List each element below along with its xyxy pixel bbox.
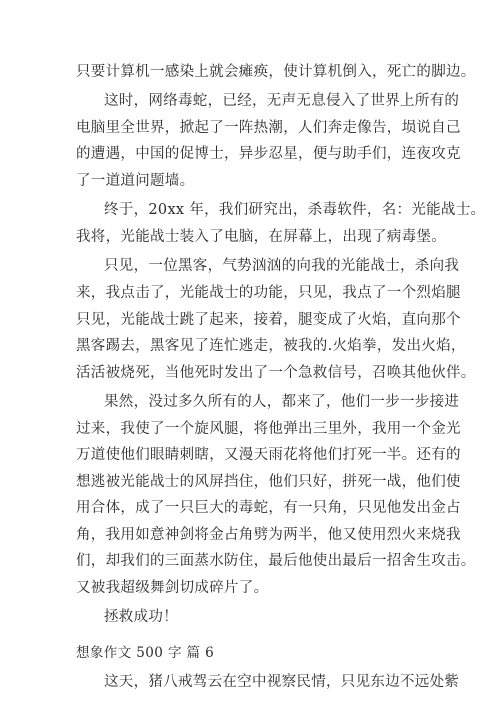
- paragraph-4-line-2: 来，我点击了，光能战士的功能，只见，我点了一个烈焰腿: [76, 285, 461, 301]
- paragraph-5-line-1: 果然，没过多久所有的人，都来了，他们一步一步接进: [104, 394, 460, 410]
- paragraph-4-line-5: 活活被烧死，当他死时发出了一个急救信号，召唤其他伙伴。: [76, 365, 476, 381]
- paragraph-6-line-1: 拯救成功！: [104, 609, 178, 625]
- section-heading: 想象作文 500 字 篇 6: [76, 645, 215, 661]
- paragraph-5-line-4: 想逃被光能战士的风屏挡住，他们只好，拼死一战，他们使: [76, 474, 461, 490]
- paragraph-2-line-2: 电脑里全世界，掀起了一阵热潮，人们奔走像告，埙说自己: [76, 120, 461, 136]
- paragraph-5-line-5: 用合体，成了一只巨大的毒蛇，有一只角，只见他发出金占: [76, 500, 461, 516]
- paragraph-5-line-6: 角，我用如意神剑将金占角劈为两半，他又使用烈火来烧我: [76, 527, 461, 543]
- paragraph-2-line-4: 了一道道问题墙。: [76, 173, 195, 189]
- paragraph-5-line-3: 万道使他们眼睛刺瞎，又漫天雨花将他们打死一半。还有的: [76, 447, 461, 463]
- paragraph-5-line-2: 过来，我使了一个旋风腿，将他弹出三里外，我用一个金光: [76, 421, 461, 437]
- paragraph-2-line-1: 这时，网络毒蛇，已经，无声无息侵入了世界上所有的: [104, 93, 460, 109]
- paragraph-1-line-1: 只要计算机一感染上就会瘫痪，使计算机倒入，死亡的脚边。: [76, 64, 476, 80]
- paragraph-4-line-4: 黑客踢去，黑客见了连忙逃走，被我的.火焰拳，发出火焰，: [76, 338, 466, 354]
- paragraph-7-line-1: 这天，猪八戒驾云在空中视察民情，只见东边不远处紫: [104, 674, 460, 690]
- paragraph-5-line-7: 们，却我们的三面蒸水防住，最后他使出最后一招舍生攻击。: [76, 553, 476, 569]
- paragraph-3-line-1: 终于，20xx 年，我们研究出，杀毒软件，名：光能战士。: [104, 202, 486, 218]
- paragraph-2-line-3: 的遭遇，中国的促博士，异步忍星，便与助手们，连夜攻克: [76, 146, 461, 162]
- paragraph-5-line-8: 又被我超级舞剑切成碎片了。: [76, 580, 269, 596]
- paragraph-4-line-3: 只见，光能战士跳了起来，接着，腿变成了火焰，直向那个: [76, 312, 461, 328]
- paragraph-3-line-2: 我将，光能战士装入了电脑，在屏幕上，出现了病毒堡。: [76, 229, 446, 245]
- paragraph-4-line-1: 只见，一位黑客，气势汹汹的向我的光能战士，杀向我: [104, 258, 460, 274]
